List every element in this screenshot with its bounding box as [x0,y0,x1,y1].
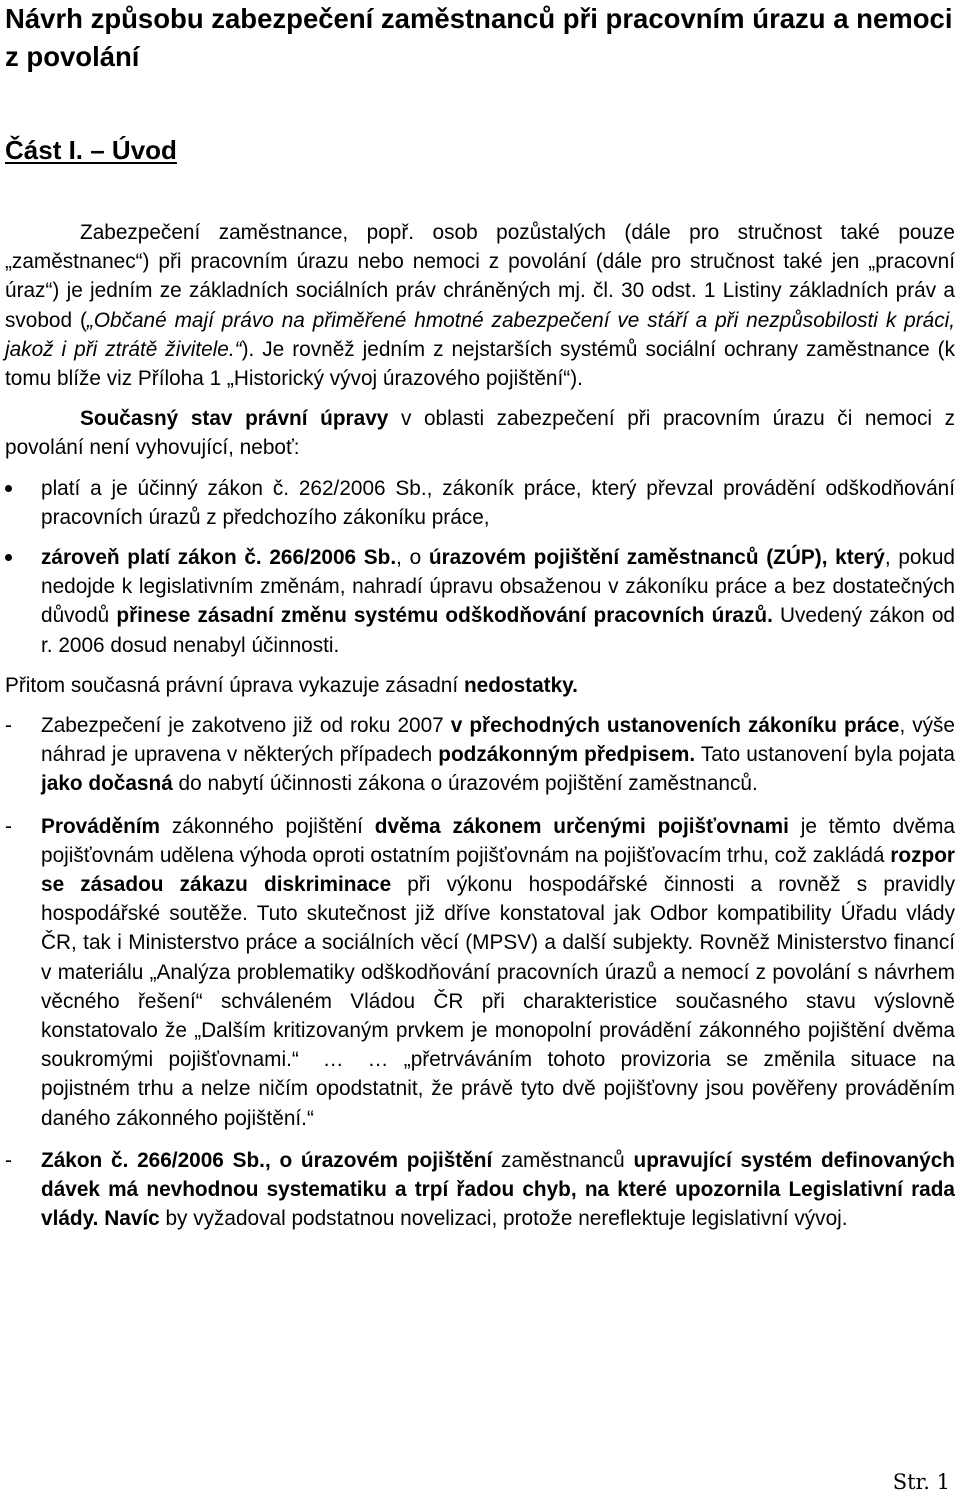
document-page [5,0,955,1496]
paragraph-current-state: Současný stav právní úpravy v oblasti zabezpečení při pracovním úrazu či nemoci z povolání není vyhovující, neboť: [5,407,955,460]
section-heading: Část I. – Úvod [5,135,177,165]
dash-item: - Zabezpečení je zakotveno již od roku 2007 v přechodných ustanoveních zákoníku práce, výše náhrad je upravena v některých případech podzákonným předpisem. Tato ustanovení byla pojata jako dočasná do nabytí účinnosti zákona o úrazovém pojištění zaměstnanců. [5,714,955,796]
dash-item: - Prováděním zákonného pojištění dvěma zákonem určenými pojišťovnami je těmto dvěma pojišťovnám udělena výhoda oproti ostatním pojišťovnám na pojišťovacím trhu, což zakládá rozpor se zásadou zákazu diskriminace při výkonu hospodářské činnosti a rovněž s pravidly hospodářské soutěže. Tuto skutečnost již dříve konstatoval jak Odbor kompatibility Úřadu vlády ČR, tak i Ministerstvo práce a sociálních věcí (MPSV) a další subjekty. Rovněž Ministerstvo financí v materiálu „Analýza problematiky odškodňování pracovních úrazů a nemocí z povolání s návrhem věcného řešení“ schváleném Vládou ČR při charakteristice současného stavu výslovně konstatovalo že „Dalším kritizovaným prvkem je monopolní provádění zákonného pojištění dvěma soukromými pojišťovnami.“ … … „přetrváváním tohoto provizoria se změnila situace na pojistném trhu a nelze ničím opodstatnit, že právě tyto dvě pojišťovny jsou pověřeny prováděním daného zákonného pojištění.“ [5,814,956,1130]
dash-item: - Zákon č. 266/2006 Sb., o úrazovém pojištění zaměstnanců upravující systém definovaných dávek má nevhodnou systematiku a trpí řadou chyb, na které upozornila Legislativní rada vlády. Navíc by vyžadoval podstatnou novelizaci, protože nereflektuje legislativní vývoj. [5,1148,955,1231]
bullet-item: platí a je účinný zákon č. 262/2006 Sb., zákoník práce, který převzal provádění odškodňování pracovních úrazů z předchozího zákoníku práce, [5,474,955,532]
paragraph-shortcomings: Přitom současná právní úprava vykazuje zásadní nedostatky. [5,673,578,697]
document-title: Návrh způsobu zabezpečení zaměstnanců při pracovním úrazu a nemoci z povolání [5,3,953,72]
page-number: Str. 1 [892,1470,950,1494]
bullet-item: zároveň platí zákon č. 266/2006 Sb., o úrazovém pojištění zaměstnanců (ZÚP), který, pokud nedojde k legislativním změnám, nahradí úpravu obsaženou v zákoníku práce a bez dostatečných důvodů přinese zásadní změnu systému odškodňování pracovních úrazů. Uvedený zákon od r. 2006 dosud nenabyl účinnosti. [5,543,955,660]
document-body [5,218,955,1234]
paragraph-intro: Zabezpečení zaměstnance, popř. osob pozůstalých (dále pro stručnost také pouze „zaměstnanec“) při pracovním úrazu nebo nemoci z povolání (dále pro stručnost také jen „pracovní úraz“) je jedním ze základních sociálních práv chráněných mj. čl. 30 odst. 1 Listiny základních práv a svobod („Občané mají právo na přiměřené hmotné zabezpečení ve stáří a při nezpůsobilosti k práci, jakož i při ztrátě živitele.“). Je rovněž jedním z nejstarších systémů sociální ochrany zaměstnance (k tomu blíže viz Příloha 1 „Historický vývoj úrazového pojištění“). [5,221,956,391]
